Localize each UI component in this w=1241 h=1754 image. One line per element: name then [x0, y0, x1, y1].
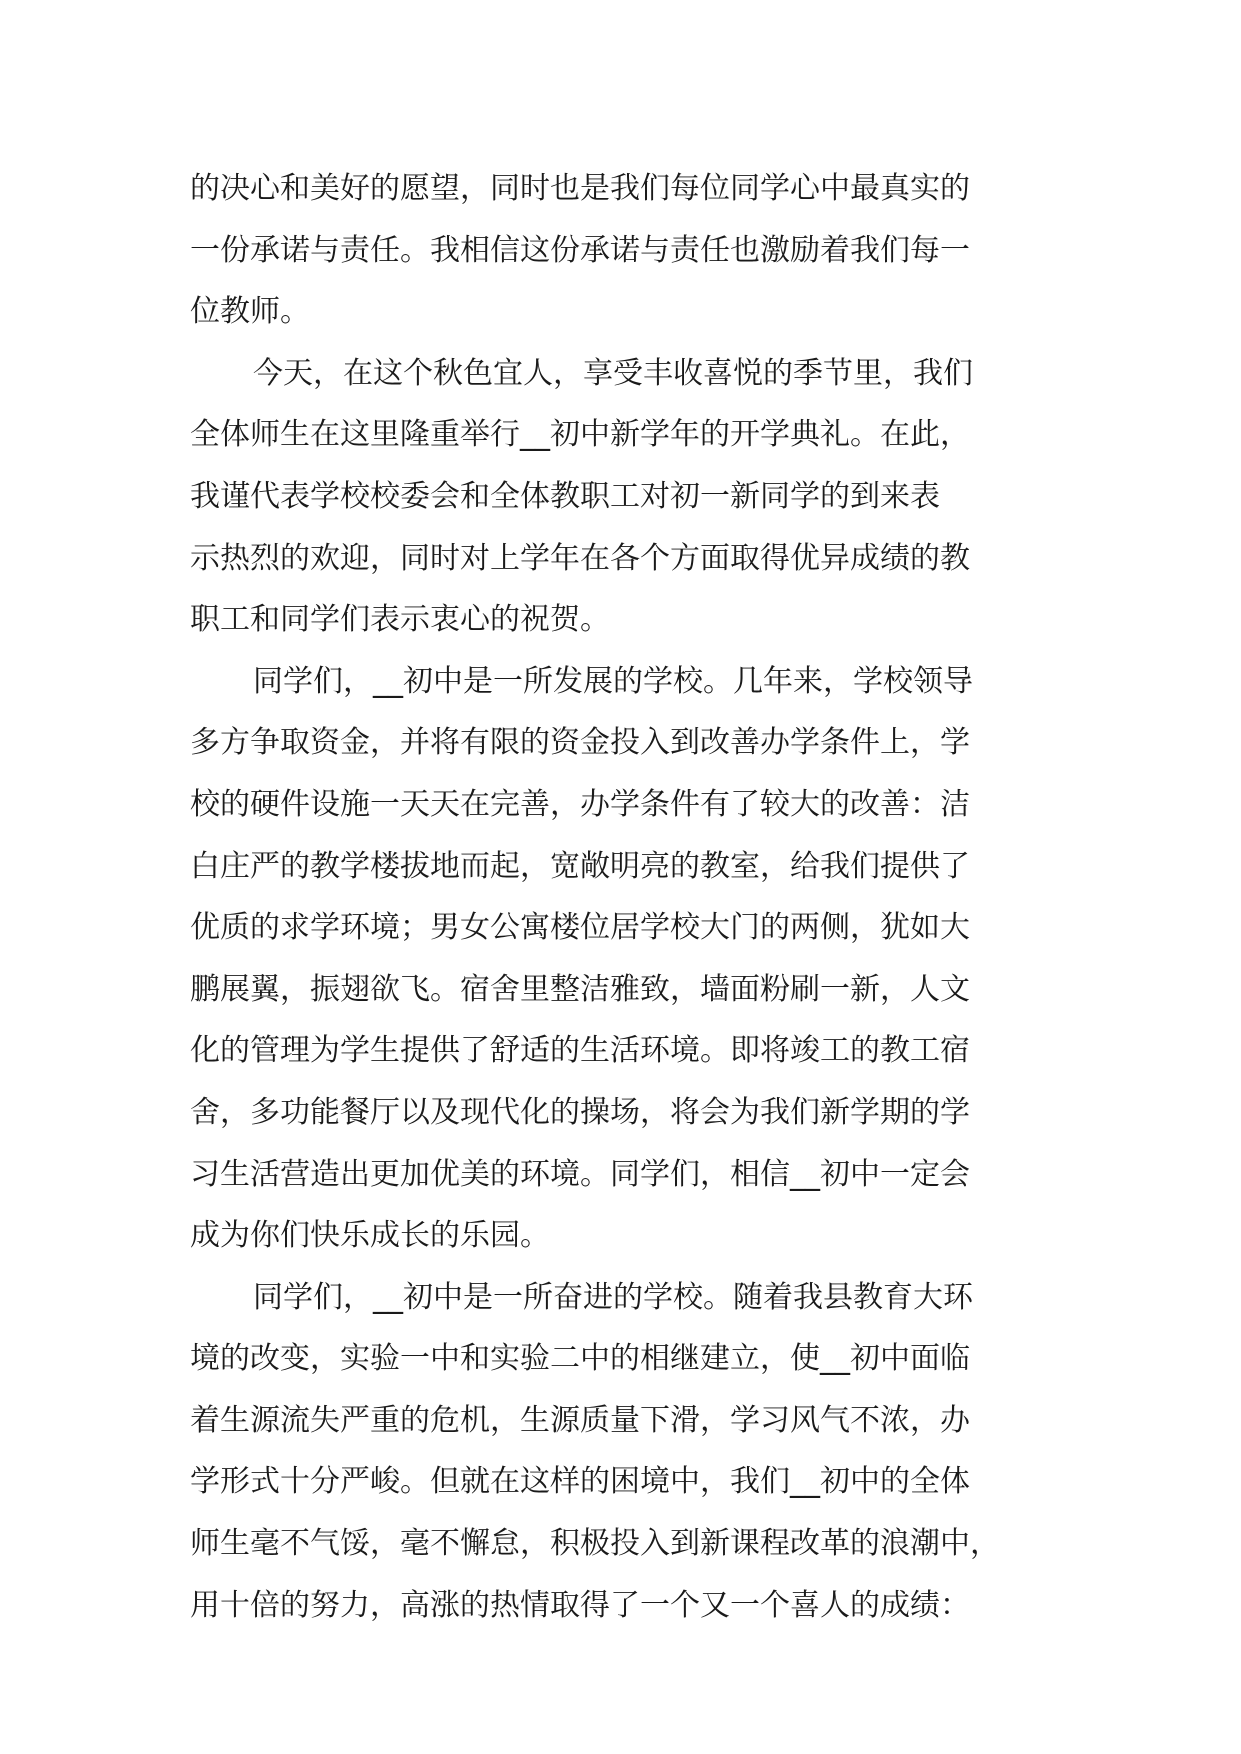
- text-line: 成为你们快乐成长的乐园。: [190, 1218, 550, 1254]
- text-line: 白庄严的教学楼拔地而起，宽敞明亮的教室，给我们提供了: [190, 848, 970, 884]
- text-line: 鹏展翼，振翅欲飞。宿舍里整洁雅致，墙面粉刷一新，人文: [190, 971, 970, 1007]
- text-line: 全体师生在这里隆重举行__初中新学年的开学典礼。在此，: [190, 417, 970, 453]
- body-text: [190, 158, 1070, 1636]
- paragraph-first-line: 同学们，__初中是一所奋进的学校。随着我县教育大环: [253, 1279, 973, 1315]
- text-line: 示热烈的欢迎，同时对上学年在各个方面取得优异成绩的教: [190, 540, 970, 576]
- text-line: 用十倍的努力，高涨的热情取得了一个又一个喜人的成绩：: [190, 1587, 970, 1623]
- text-line: 化的管理为学生提供了舒适的生活环境。即将竣工的教工宿: [190, 1033, 970, 1069]
- text-line: 境的改变，实验一中和实验二中的相继建立，使__初中面临: [190, 1341, 970, 1377]
- text-line: 一份承诺与责任。我相信这份承诺与责任也激励着我们每一: [190, 232, 970, 268]
- text-line: 多方争取资金，并将有限的资金投入到改善办学条件上，学: [190, 725, 970, 761]
- paragraph-first-line: 今天，在这个秋色宜人，享受丰收喜悦的季节里，我们: [253, 355, 973, 391]
- text-line: 位教师。: [190, 294, 310, 330]
- text-line: 师生毫不气馁，毫不懈怠，积极投入到新课程改革的浪潮中，: [190, 1526, 1000, 1562]
- text-line: 习生活营造出更加优美的环境。同学们，相信__初中一定会: [190, 1156, 970, 1192]
- text-line: 学形式十分严峻。但就在这样的困境中，我们__初中的全体: [190, 1464, 970, 1500]
- text-line: 优质的求学环境；男女公寓楼位居学校大门的两侧，犹如大: [190, 910, 970, 946]
- text-line: 职工和同学们表示衷心的祝贺。: [190, 602, 610, 638]
- text-line: 舍，多功能餐厅以及现代化的操场，将会为我们新学期的学: [190, 1094, 970, 1130]
- text-line: 着生源流失严重的危机，生源质量下滑，学习风气不浓，办: [190, 1402, 970, 1438]
- text-line: 校的硬件设施一天天在完善，办学条件有了较大的改善：洁: [190, 786, 970, 822]
- text-line: 的决心和美好的愿望，同时也是我们每位同学心中最真实的: [190, 171, 970, 206]
- paragraph-first-line: 同学们，__初中是一所发展的学校。几年来，学校领导: [253, 663, 973, 699]
- text-line: 我谨代表学校校委会和全体教职工对初一新同学的到来表: [190, 478, 940, 514]
